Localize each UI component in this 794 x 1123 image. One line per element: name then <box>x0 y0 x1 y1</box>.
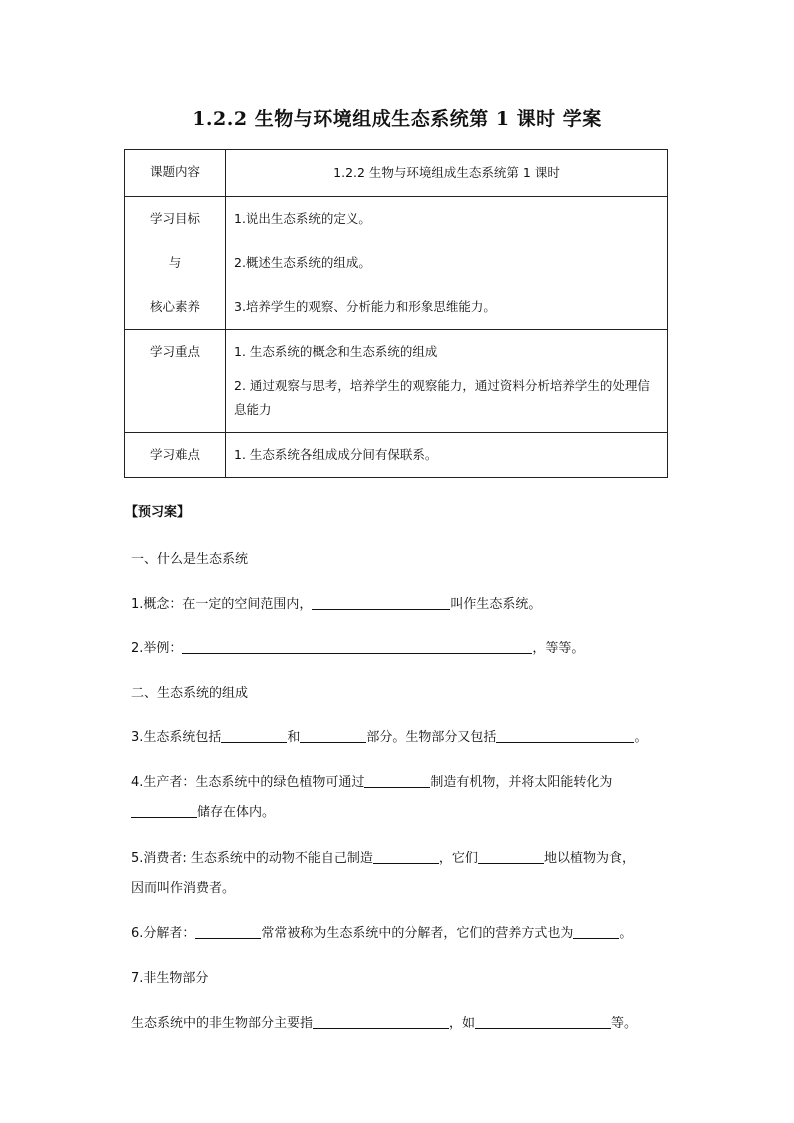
list-item: 1. 生态系统各组成成分间有保联系。 <box>234 447 438 462</box>
question-text: 储存在体内。 <box>197 805 276 820</box>
fill-blank[interactable] <box>364 773 430 788</box>
question-1 <box>131 593 541 612</box>
question-6 <box>131 922 632 941</box>
fill-blank[interactable] <box>573 924 619 939</box>
topic-value: 1.2.2 生物与环境组成生态系统第 1 课时 <box>226 150 668 197</box>
table-row <box>125 330 668 433</box>
question-text: ，它们 <box>438 851 478 866</box>
fill-blank[interactable] <box>496 728 634 743</box>
fill-blank[interactable] <box>131 803 197 818</box>
list-item: 2. 通过观察与思考，培养学生的观察能力，通过资料分析培养学生的处理信息能力 <box>234 378 650 417</box>
list-item: 2.概述生态系统的组成。 <box>234 255 371 270</box>
list-item: 1.说出生态系统的定义。 <box>234 211 371 226</box>
lesson-info-table <box>124 149 668 478</box>
fill-blank[interactable] <box>195 924 261 939</box>
fill-blank[interactable] <box>221 728 287 743</box>
row-label <box>125 150 226 197</box>
label-and: 与 <box>168 255 182 270</box>
question-text: 。 <box>634 730 648 745</box>
fill-blank[interactable] <box>475 1014 611 1029</box>
key-points-cell <box>226 330 668 433</box>
fill-blank[interactable] <box>312 595 450 610</box>
question-text: 常常被称为生态系统中的分解者，它们的营养方式也为 <box>261 926 574 941</box>
fill-blank[interactable] <box>478 849 544 864</box>
list-item: 3.培养学生的观察、分析能力和形象思维能力。 <box>234 299 496 314</box>
question-text: 5.消费者: 生态系统中的动物不能自己制造 <box>131 851 373 866</box>
fill-blank[interactable] <box>313 1014 449 1029</box>
question-text: 等。 <box>611 1016 638 1031</box>
question-3 <box>131 726 647 745</box>
question-text: 部分。生物部分又包括 <box>366 730 497 745</box>
question-4-cont <box>131 801 275 820</box>
question-text: 地以植物为食， <box>543 851 635 866</box>
question-text: 2.举例： <box>131 641 183 656</box>
page-title: 1.2.2 生物与环境组成生态系统第 1 课时 学案 <box>192 108 602 130</box>
fill-blank[interactable] <box>182 639 532 654</box>
row-label <box>125 197 226 330</box>
question-5 <box>131 847 635 866</box>
row-label <box>125 433 226 478</box>
question-7: 7.非生物部分 <box>131 971 209 986</box>
label-objectives: 学习目标 <box>149 211 200 226</box>
question-text: 制造有机物，并将太阳能转化为 <box>430 775 613 790</box>
list-item: 1. 生态系统的概念和生态系统的组成 <box>234 344 438 359</box>
question-text: 3.生态系统包括 <box>131 730 222 745</box>
row-label <box>125 330 226 433</box>
fill-blank[interactable] <box>300 728 366 743</box>
label-topic: 课题内容 <box>149 164 200 179</box>
question-8 <box>131 1012 637 1031</box>
table-row <box>125 433 668 478</box>
question-text: 和 <box>287 730 301 745</box>
fill-blank[interactable] <box>373 849 439 864</box>
objectives-cell <box>226 197 668 330</box>
subheading-1: 一、什么是生态系统 <box>131 552 249 567</box>
question-5-cont: 因而叫作消费者。 <box>131 881 236 896</box>
difficulties-cell <box>226 433 668 478</box>
section-heading: 【预习案】 <box>125 505 191 520</box>
question-text: 4.生产者：生态系统中的绿色植物可通过 <box>131 775 365 790</box>
question-text: 1.概念：在一定的空间范围内， <box>131 597 313 612</box>
question-2 <box>131 637 584 656</box>
question-text: 生态系统中的非生物部分主要指 <box>131 1016 314 1031</box>
label-difficulties: 学习难点 <box>149 447 200 462</box>
label-core-literacy: 核心素养 <box>149 299 200 314</box>
question-text: ，等等。 <box>532 641 585 656</box>
table-row <box>125 197 668 330</box>
label-key-points: 学习重点 <box>149 344 200 359</box>
subheading-2: 二、生态系统的组成 <box>131 686 249 701</box>
question-text: ，如 <box>449 1016 476 1031</box>
question-text: 叫作生态系统。 <box>450 597 542 612</box>
question-text: 6.分解者： <box>131 926 196 941</box>
question-text: 。 <box>619 926 633 941</box>
table-row <box>125 150 668 197</box>
question-4 <box>131 771 612 790</box>
